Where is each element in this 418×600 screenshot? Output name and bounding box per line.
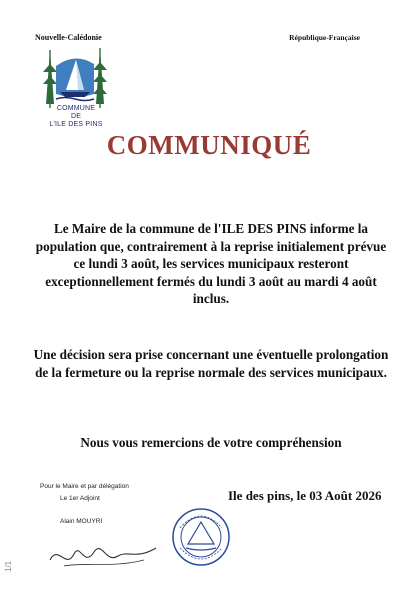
paragraph-announcement: Le Maire de la commune de l'ILE DES PINS informe la population que, contrairement à la reprise initialement prévue ce lundi 3 août, les services municipaux resteront exceptionnellement fermés du lundi 3 août au mardi 4 août inclus. xyxy=(35,221,387,306)
page-number: 1/1 xyxy=(4,560,13,572)
document-title: COMMUNIQUÉ xyxy=(106,130,312,160)
adjoint-line: Le 1er Adjoint xyxy=(60,495,100,502)
handwritten-signature xyxy=(44,530,164,580)
date-line: Ile des pins, le 03 Août 2026 xyxy=(228,488,382,503)
header-left: Nouvelle-Calédonie xyxy=(35,33,102,42)
logo-caption: COMMUNE DE L'ILE DES PINS xyxy=(49,105,103,128)
signature-block xyxy=(40,483,140,502)
delegation-line: Pour le Maire et par délégation xyxy=(40,483,129,490)
paragraph-thanks: Nous vous remercions de votre compréhension xyxy=(80,435,342,450)
header-right: République-Française xyxy=(289,33,360,42)
paragraph-decision: Une décision sera prise concernant une éventuelle prolongation de la fermeture ou la reprise normale des services municipaux. xyxy=(33,347,389,380)
official-stamp xyxy=(170,506,232,568)
signatory-name: Alain MOUYRI xyxy=(60,518,103,525)
